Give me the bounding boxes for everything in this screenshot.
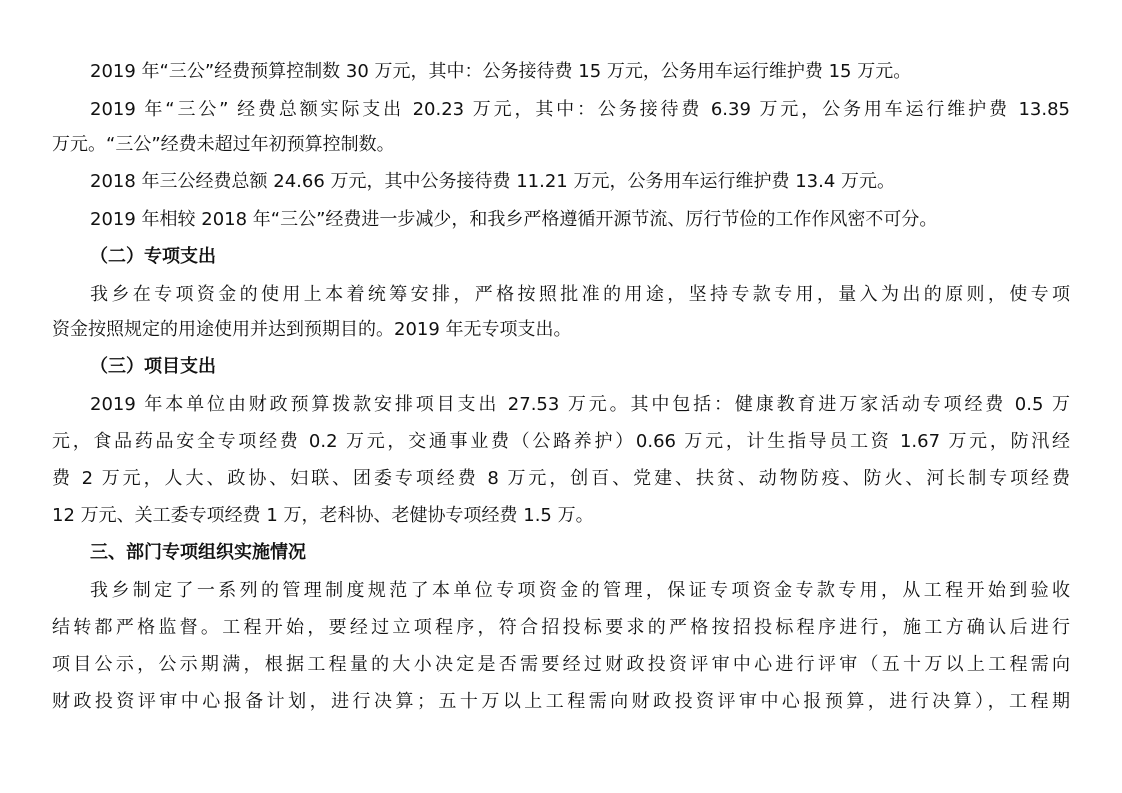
paragraph-line: 我乡在专项资金的使用上本着统筹安排，严格按照批准的用途，坚持专款专用，量入为出的原则，使专项 (90, 284, 1070, 305)
paragraph-line: 2019 年“三公” 经费总额实际支出 20.23 万元，其中：公务接待费 6.39 万元，公务用车运行维护费 13.85 (90, 99, 1070, 120)
paragraph-line: 12 万元、关工委专项经费 1 万，老科协、老健协专项经费 1.5 万。 (52, 505, 594, 526)
paragraph-line: 项目公示，公示期满，根据工程量的大小决定是否需要经过财政投资评审中心进行评审（五十万以上工程需向 (52, 654, 1070, 675)
section-heading: （三）项目支出 (90, 356, 216, 377)
paragraph-line: 元，食品药品安全专项经费 0.2 万元，交通事业费（公路养护）0.66 万元，计生指导员工资 1.67 万元，防汛经 (52, 431, 1070, 452)
paragraph-line: 资金按照规定的用途使用并达到预期目的。2019 年无专项支出。 (52, 319, 572, 340)
paragraph-line: 2018 年三公经费总额 24.66 万元，其中公务接待费 11.21 万元，公务用车运行维护费 13.4 万元。 (90, 171, 895, 192)
paragraph-line: 费 2 万元，人大、政协、妇联、团委专项经费 8 万元，创百、党建、扶贫、动物防疫、防火、河长制专项经费 (52, 468, 1070, 489)
paragraph-line: 2019 年相较 2018 年“三公”经费进一步减少，和我乡严格遵循开源节流、厉行节俭的工作作风密不可分。 (90, 209, 938, 230)
section-heading: （二）专项支出 (90, 246, 216, 267)
paragraph-line: 财政投资评审中心报备计划，进行决算；五十万以上工程需向财政投资评审中心报预算，进行决算），工程期 (52, 691, 1070, 712)
paragraph-line: 结转都严格监督。工程开始，要经过立项程序，符合招投标要求的严格按招投标程序进行，施工方确认后进行 (52, 617, 1070, 638)
paragraph-line: 万元。“三公”经费未超过年初预算控制数。 (52, 134, 395, 155)
paragraph-line: 2019 年“三公”经费预算控制数 30 万元，其中：公务接待费 15 万元，公务用车运行维护费 15 万元。 (90, 61, 912, 82)
paragraph-line: 我乡制定了一系列的管理制度规范了本单位专项资金的管理，保证专项资金专款专用，从工程开始到验收 (90, 580, 1070, 601)
paragraph-line: 2019 年本单位由财政预算拨款安排项目支出 27.53 万元。其中包括：健康教育进万家活动专项经费 0.5 万 (90, 394, 1070, 415)
section-heading: 三、部门专项组织实施情况 (90, 542, 306, 563)
